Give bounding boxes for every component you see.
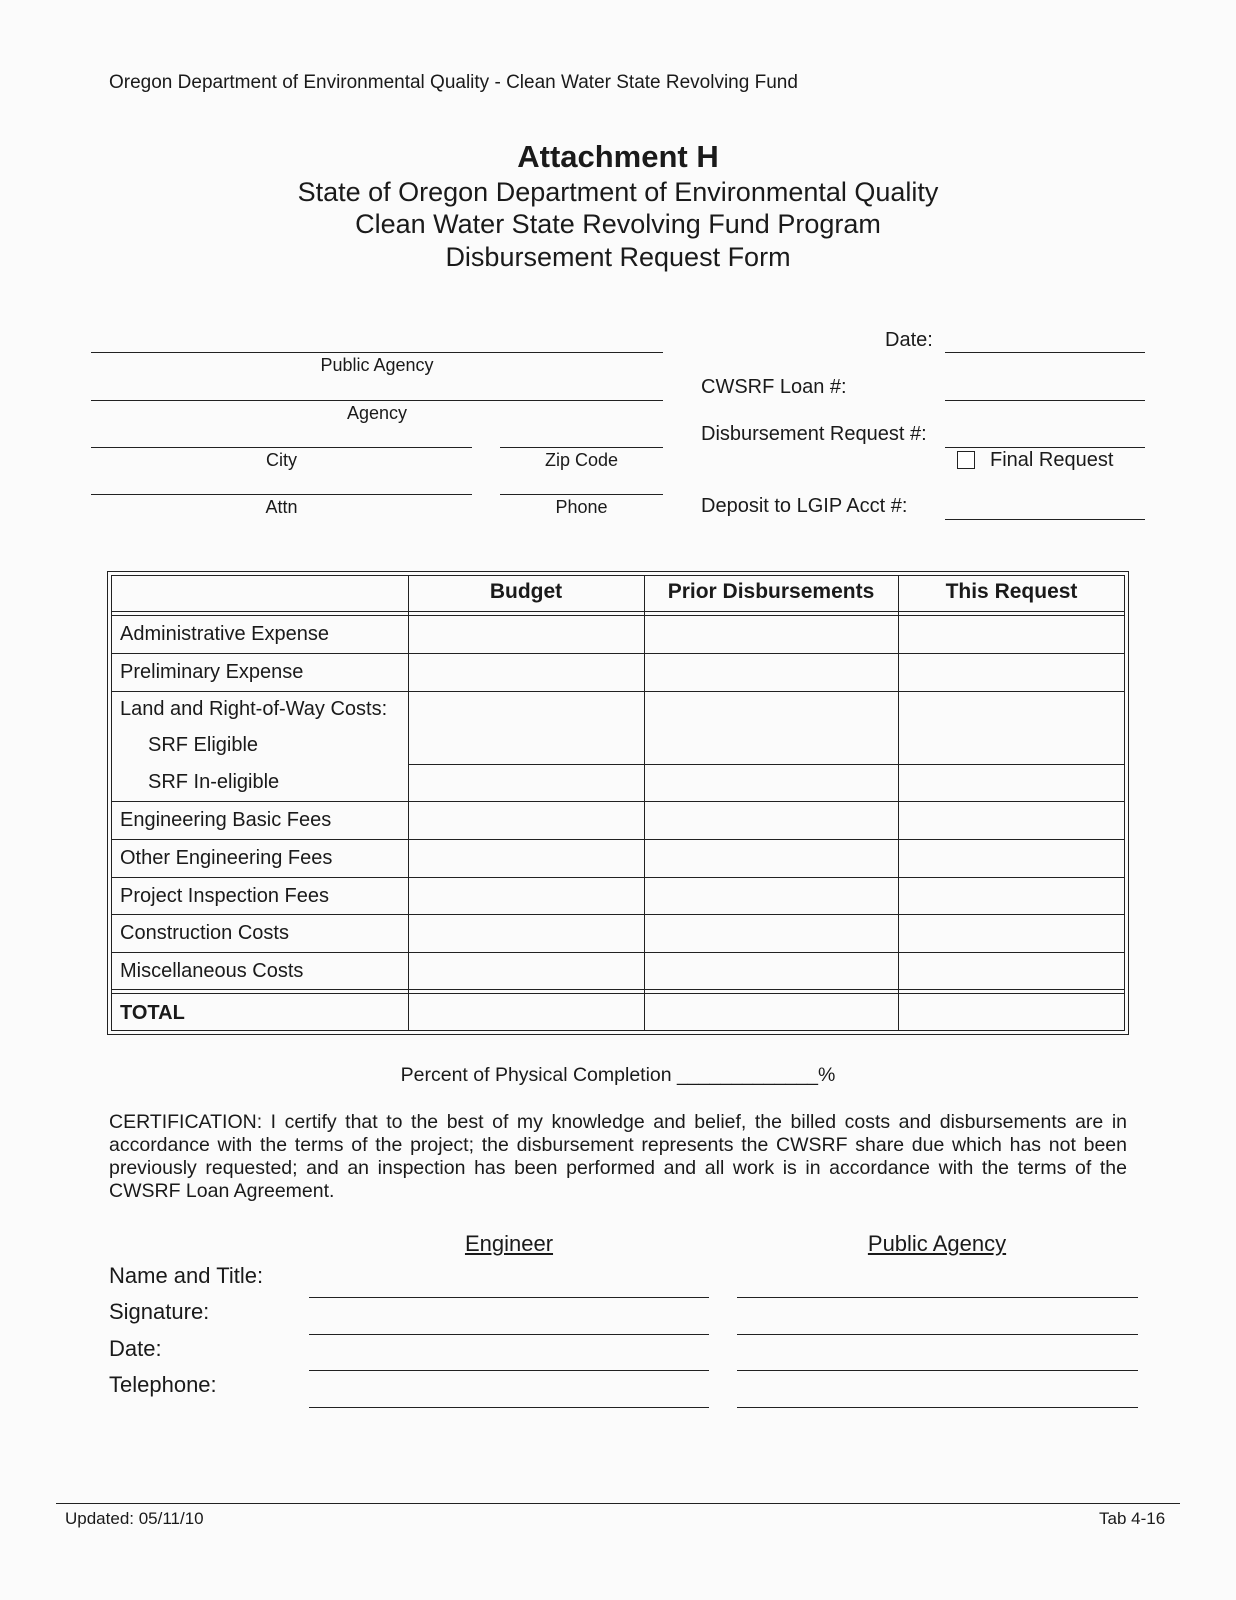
public-agency-field[interactable] bbox=[91, 352, 663, 353]
deposit-label: Deposit to LGIP Acct #: bbox=[701, 495, 908, 517]
public-agency-heading: Public Agency bbox=[867, 1231, 1007, 1256]
request-number-field[interactable] bbox=[945, 447, 1145, 448]
row-land-right-of-way: Land and Right-of-Way Costs: bbox=[120, 698, 388, 720]
loan-number-label: CWSRF Loan #: bbox=[701, 376, 847, 398]
engineer-name-field[interactable] bbox=[309, 1297, 709, 1298]
engineer-date-field[interactable] bbox=[309, 1370, 709, 1371]
engineer-heading: Engineer bbox=[464, 1231, 554, 1256]
request-number-label: Disbursement Request #: bbox=[701, 423, 927, 445]
row-other-engineering-fees: Other Engineering Fees bbox=[120, 847, 333, 869]
col-divider bbox=[408, 575, 409, 1031]
engineer-signature-field[interactable] bbox=[309, 1334, 709, 1335]
engineer-telephone-field[interactable] bbox=[309, 1407, 709, 1408]
col-divider bbox=[644, 575, 645, 1031]
percent-completion: Percent of Physical Completion _____________% bbox=[400, 1064, 836, 1086]
loan-number-field[interactable] bbox=[945, 400, 1145, 401]
row-construction-costs: Construction Costs bbox=[120, 922, 289, 944]
date-sig-label: Date: bbox=[109, 1336, 162, 1361]
header-note: Oregon Department of Environmental Quality - Clean Water State Revolving Fund bbox=[109, 72, 798, 93]
title-line-1: State of Oregon Department of Environmental Quality bbox=[297, 177, 939, 207]
final-request-label: Final Request bbox=[990, 449, 1114, 471]
title-line-3: Disbursement Request Form bbox=[445, 242, 791, 272]
row-divider bbox=[111, 914, 1125, 915]
row-project-inspection-fees: Project Inspection Fees bbox=[120, 885, 329, 907]
final-request-checkbox[interactable] bbox=[957, 451, 975, 469]
header-budget: Budget bbox=[489, 580, 563, 603]
phone-field[interactable] bbox=[500, 494, 663, 495]
agency-signature-field[interactable] bbox=[737, 1334, 1138, 1335]
telephone-label: Telephone: bbox=[109, 1372, 217, 1397]
row-total: TOTAL bbox=[120, 1002, 185, 1024]
row-divider bbox=[111, 653, 1125, 654]
attn-field[interactable] bbox=[91, 494, 472, 495]
attachment-title: Attachment H bbox=[517, 139, 719, 174]
attn-label: Attn bbox=[265, 497, 298, 517]
header-this-request: This Request bbox=[945, 580, 1078, 603]
row-divider bbox=[111, 615, 1125, 616]
row-divider bbox=[111, 993, 1125, 994]
signature-label: Signature: bbox=[109, 1299, 210, 1324]
row-divider bbox=[408, 764, 1125, 765]
row-miscellaneous-costs: Miscellaneous Costs bbox=[120, 960, 304, 982]
zip-label: Zip Code bbox=[544, 450, 619, 470]
header-prior-disbursements: Prior Disbursements bbox=[667, 580, 875, 603]
tab-number: Tab 4-16 bbox=[1099, 1509, 1166, 1528]
col-divider bbox=[898, 575, 899, 1031]
agency-date-field[interactable] bbox=[737, 1370, 1138, 1371]
agency-name-field[interactable] bbox=[737, 1297, 1138, 1298]
row-srf-eligible: SRF Eligible bbox=[148, 734, 259, 756]
row-divider bbox=[111, 839, 1125, 840]
city-label: City bbox=[266, 450, 297, 470]
city-field[interactable] bbox=[91, 447, 472, 448]
updated-date: Updated: 05/11/10 bbox=[65, 1509, 204, 1528]
zip-field[interactable] bbox=[500, 447, 663, 448]
deposit-field[interactable] bbox=[945, 519, 1145, 520]
row-divider bbox=[111, 952, 1125, 953]
row-srf-ineligible: SRF In-eligible bbox=[148, 771, 280, 793]
row-divider bbox=[111, 611, 1125, 612]
row-divider bbox=[111, 877, 1125, 878]
date-field[interactable] bbox=[945, 352, 1145, 353]
phone-label: Phone bbox=[555, 497, 608, 517]
row-divider bbox=[111, 989, 1125, 990]
name-title-label: Name and Title: bbox=[109, 1263, 264, 1288]
date-label: Date: bbox=[885, 329, 933, 351]
agency-telephone-field[interactable] bbox=[737, 1407, 1138, 1408]
agency-field[interactable] bbox=[91, 400, 663, 401]
row-divider bbox=[111, 691, 1125, 692]
title-line-2: Clean Water State Revolving Fund Program bbox=[355, 209, 881, 239]
row-divider bbox=[111, 801, 1125, 802]
footer-rule bbox=[56, 1503, 1180, 1504]
row-engineering-basic-fees: Engineering Basic Fees bbox=[120, 809, 332, 831]
public-agency-label: Public Agency bbox=[320, 355, 434, 375]
agency-label: Agency bbox=[346, 403, 408, 423]
row-preliminary-expense: Preliminary Expense bbox=[120, 661, 304, 683]
row-administrative-expense: Administrative Expense bbox=[120, 623, 329, 645]
certification-text: CERTIFICATION: I certify that to the best of my knowledge and belief, the billed costs and disbursements are in accordance with the terms of the project; the disbursement represents the CWSRF share due which has not been previously requested; and an inspection has been performed and all work is in accordance with the terms of the CWSRF Loan Agreement. bbox=[109, 1111, 1127, 1202]
